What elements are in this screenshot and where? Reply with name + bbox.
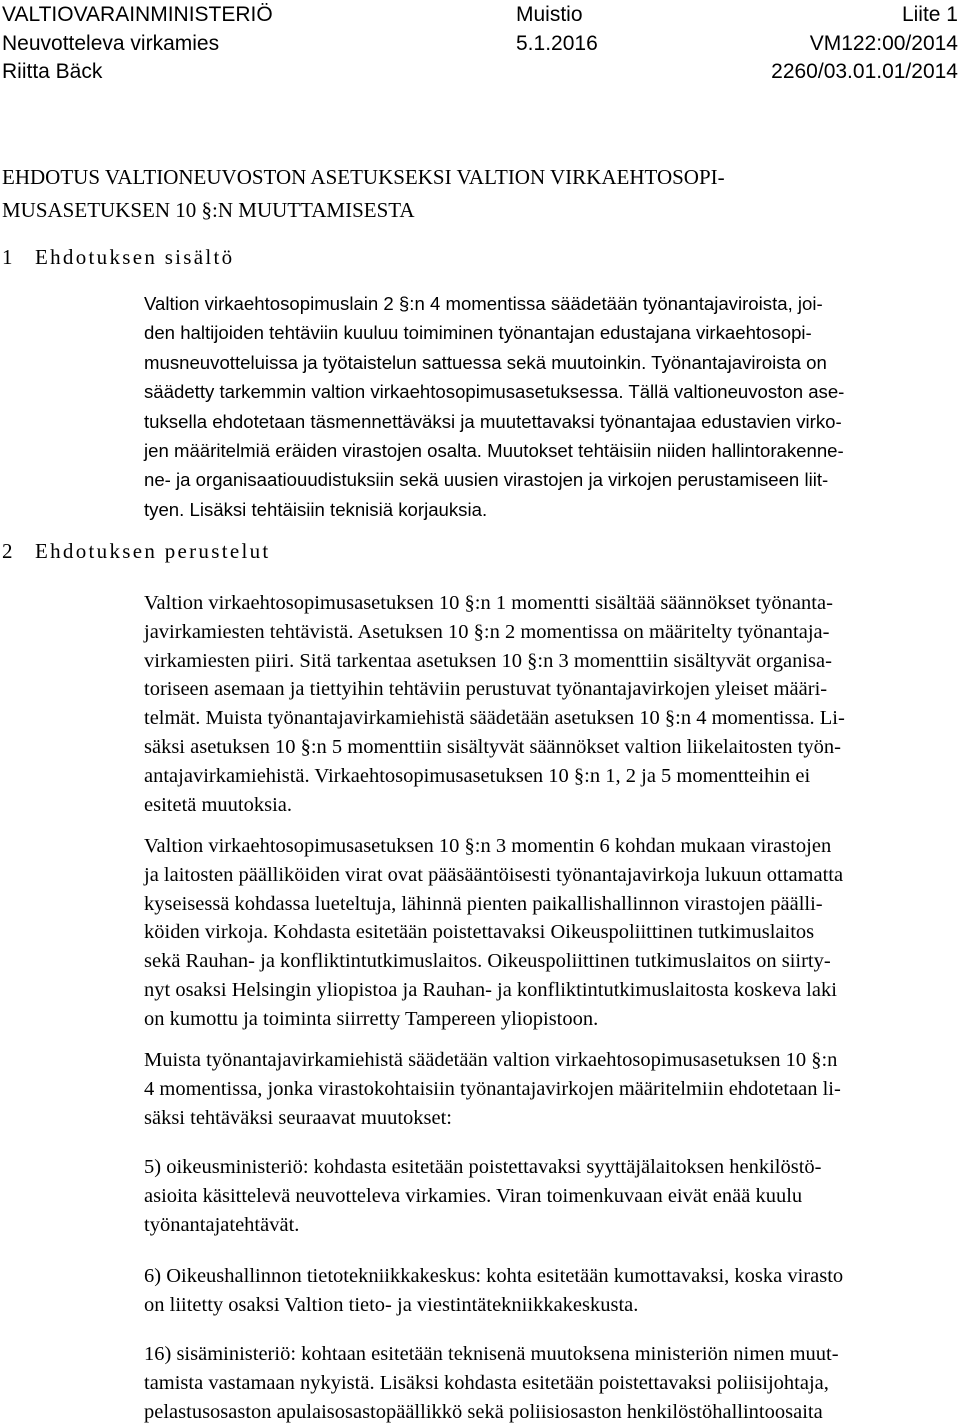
text-line: telmät. Muista työnantajavirkamiehistä säädetään asetuksen 10 §:n 4 momentissa. Li- (144, 707, 845, 730)
text-line: ja laitosten päälliköiden virat ovat pääsääntöisesti työnantajavirkoja lukuun ottamatta (144, 863, 844, 886)
section-2-heading (2, 539, 271, 564)
text-line: pelastusosaston apulaisosastopäällikkö sekä poliisiosaston henkilöstöhallintoosaita (144, 1400, 823, 1423)
section-number: 1 (2, 245, 15, 269)
title-line: EHDOTUS VALTIONEUVOSTON ASETUKSEKSI VALTION VIRKAEHTOSOPI- (2, 165, 725, 189)
reference-number-1: VM122:00/2014 (809, 32, 958, 55)
text-line: asioita käsittelevä neuvotteleva virkamies. Viran toimenkuvaan eivät enää kuulu (144, 1184, 803, 1207)
text-line: den haltijoiden tehtäviin kuuluu toimiminen työnantajan edustajana virkaehtosopi- (144, 322, 812, 344)
document-title (2, 161, 942, 227)
text-line: 5) oikeusministeriö: kohdasta esitetään poistettavaksi syyttäjälaitoksen henkilöstö- (144, 1156, 822, 1178)
text-line: javirkamiesten tehtävistä. Asetuksen 10 §:n 2 momentissa on määritelty työnantaja- (144, 620, 830, 643)
text-line: tuksella ehdotetaan täsmennettäväksi ja muutettavaksi työnantajaa edustavien virko- (144, 410, 842, 432)
text-line: Valtion virkaehtosopimusasetuksen 10 §:n 1 momentti sisältää säännökset työnanta- (144, 592, 833, 614)
list-item-16 (144, 1340, 958, 1426)
header-row-1 (2, 1, 958, 29)
text-line: tamista vastamaan nykyistä. Lisäksi kohdasta esitetään poistettavaksi poliisijohtaja, (144, 1371, 829, 1394)
text-line: 4 momentissa, jonka virastokohtaisiin työnantajavirkojen määritelmiin ehdotetaan li- (144, 1077, 841, 1100)
text-line: säksi tehtäväksi seuraavat muutokset: (144, 1106, 452, 1129)
author-title: Neuvotteleva virkamies (2, 32, 220, 55)
text-line: kyseisessä kohdassa lueteltuja, lähinnä pienten paikallishallinnon virastojen päälli- (144, 892, 823, 915)
text-line: jen määritelmiä eräiden virastojen osalta. Muutokset tehtäisiin niiden hallintorakenne- (144, 440, 844, 462)
text-line: säädetty tarkemmin valtion virkaehtosopimusasetuksessa. Tällä valtioneuvoston ase- (144, 381, 845, 403)
text-line: musneuvotteluissa ja työtaistelun sattuessa sekä muutoinkin. Työnantajaviroista on (144, 351, 827, 373)
text-line: Muista työnantajavirkamiehistä säädetään valtion virkaehtosopimusasetuksen 10 §:n (144, 1049, 838, 1071)
section-2-paragraph-1 (144, 589, 958, 819)
section-title: Ehdotuksen sisältö (35, 245, 235, 269)
document-type: Muistio (516, 3, 583, 26)
text-line: säksi asetuksen 10 §:n 5 momenttiin sisältyvät säännökset valtion liikelaitosten työn- (144, 735, 841, 758)
author-name: Riitta Bäck (2, 60, 103, 83)
text-line: on liitetty osaksi Valtion tieto- ja viestintätekniikkakeskusta. (144, 1293, 639, 1316)
section-1-paragraph (144, 289, 958, 524)
document-date: 5.1.2016 (516, 32, 598, 55)
text-line: virkamiesten piiri. Sitä tarkentaa asetuksen 10 §:n 3 momenttiin sisältyvät organisa- (144, 649, 832, 672)
header-row-3 (2, 58, 958, 86)
text-line: esitetä muutoksia. (144, 793, 293, 816)
list-item-6 (144, 1262, 958, 1320)
list-item-5 (144, 1153, 958, 1239)
text-line: 16) sisäministeriö: kohtaan esitetään teknisenä muutoksena ministeriön nimen muut- (144, 1343, 839, 1365)
section-number: 2 (2, 539, 15, 563)
text-line: köiden virkoja. Kohdasta esitetään poistettavaksi Oikeuspoliittinen tutkimuslaitos (144, 921, 815, 944)
section-1-heading (2, 245, 234, 270)
ministry-name: VALTIOVARAINMINISTERIÖ (2, 3, 273, 26)
text-line: sekä Rauhan- ja konfliktintutkimuslaitos. Oikeuspoliittinen tutkimuslaitos on siirty- (144, 950, 831, 973)
text-line: Valtion virkaehtosopimusasetuksen 10 §:n 3 momentin 6 kohdan mukaan virastojen (144, 835, 832, 857)
text-line: antajavirkamiehistä. Virkaehtosopimusasetuksen 10 §:n 1, 2 ja 5 momentteihin ei (144, 764, 811, 787)
text-line: nyt osaksi Helsingin yliopistoa ja Rauhan- ja konfliktintutkimuslaitosta koskeva laki (144, 978, 837, 1001)
attachment-label: Liite 1 (901, 3, 958, 26)
title-line: MUSASETUKSEN 10 §:N MUUTTAMISESTA (2, 198, 415, 222)
section-2-paragraph-3 (144, 1046, 958, 1132)
section-title: Ehdotuksen perustelut (35, 539, 271, 563)
text-line: tyen. Lisäksi tehtäisiin teknisiä korjauksia. (144, 498, 488, 520)
text-line: Valtion virkaehtosopimuslain 2 §:n 4 momentissa säädetään työnantajaviroista, joi- (144, 293, 823, 314)
reference-number-2: 2260/03.01.01/2014 (771, 60, 958, 83)
text-line: toriseen asemaan ja tiettyihin tehtäviin perustuvat työnantajavirkojen yleiset määri- (144, 678, 828, 701)
text-line: ne- ja organisaatiouudistuksiin sekä uusien virastojen ja virkojen perustamiseen liit- (144, 469, 829, 491)
header-row-2 (2, 30, 958, 58)
section-2-paragraph-2 (144, 832, 958, 1034)
text-line: on kumottu ja toiminta siirretty Tampereen yliopistoon. (144, 1007, 599, 1030)
text-line: 6) Oikeushallinnon tietotekniikkakeskus: kohta esitetään kumottavaksi, koska virasto (144, 1265, 844, 1287)
text-line: työnantajatehtävät. (144, 1213, 300, 1236)
